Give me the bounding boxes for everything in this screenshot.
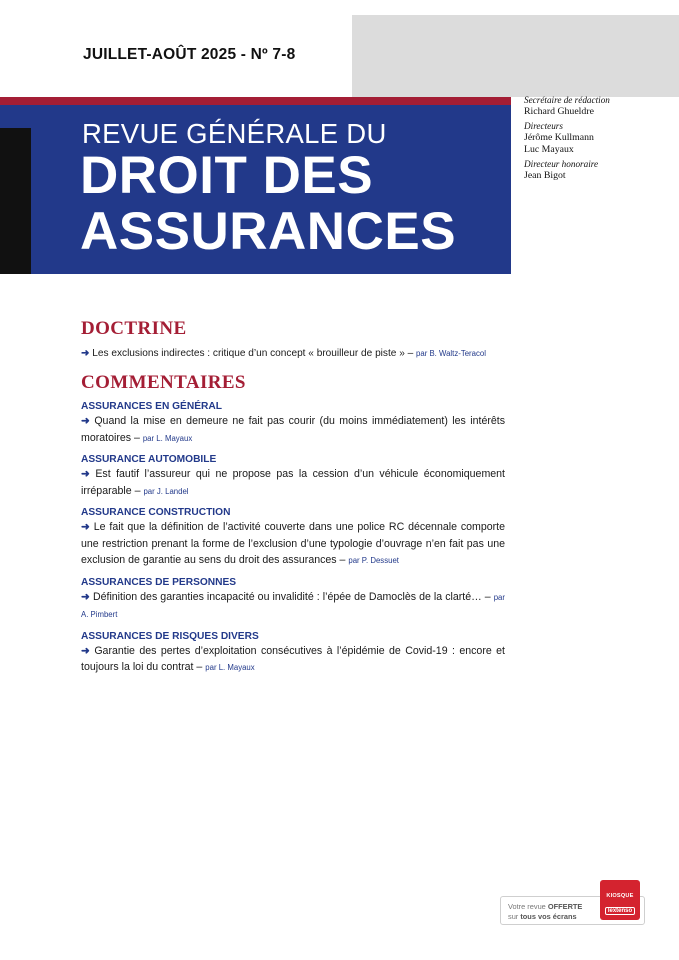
entry-text: Le fait que la définition de l’activité couverte dans une police RC décennale comporte une restriction prenant la forme de l’exclusion d’une typologie d’ouvrage n’en fait pas une exclusion de garantie au sens du droit des assurances – [81, 521, 505, 566]
entry-text: Définition des garanties incapacité ou invalidité : l’épée de Damoclès de la clarté… – [92, 590, 491, 603]
right-arrow-icon: ➜ [81, 644, 90, 657]
right-arrow-icon: ➜ [81, 521, 90, 533]
masthead [524, 95, 674, 182]
section-title: ASSURANCE AUTOMOBILE [81, 454, 217, 465]
journal-title-line2: DROIT DES [80, 146, 374, 205]
entry-text: Quand la mise en demeure ne fait pas courir (du moins immédiatement) les intérêts moratoires – [81, 415, 505, 444]
section-title: ASSURANCES DE RISQUES DIVERS [81, 630, 259, 642]
journal-title-line3: ASSURANCES [80, 202, 457, 261]
kiosk-promo-text: Votre revue OFFERTE sur tous vos écrans [508, 902, 583, 921]
author-byline: par L. Mayaux [205, 663, 255, 672]
commentary-entry[interactable] [81, 466, 505, 500]
journal-title-line1: REVUE GÉNÉRALE DU [82, 118, 387, 149]
honorary-role: Directeur honoraire [524, 159, 599, 169]
issue-number: JUILLET-AOÛT 2025 - Nº 7-8 [83, 46, 296, 63]
entry-text: Garantie des pertes d’exploitation consécutives à l’épidémie de Covid-19 : encore et toujours la loi du contrat – [81, 644, 505, 673]
right-arrow-icon: ➜ [81, 415, 90, 427]
author-byline: par A. Pimbert [81, 592, 505, 619]
author-byline: par J. Landel [143, 486, 189, 496]
section-title: ASSURANCES DE PERSONNES [81, 576, 237, 588]
doctrine-heading: DOCTRINE [81, 318, 187, 339]
director-name: Luc Mayaux [524, 144, 574, 155]
right-arrow-icon: ➜ [81, 590, 90, 603]
directors-role: Directeurs [524, 121, 563, 131]
entry-text: Les exclusions indirectes : critique d’un concept « brouilleur de piste » – [92, 348, 414, 359]
commentary-entry[interactable] [81, 413, 505, 447]
commentary-entry[interactable] [81, 589, 505, 624]
entry-text: Est fautif l’assureur qui ne propose pas la cession d’un véhicule économiquement irréparable – [81, 468, 506, 497]
secretary-name: Richard Ghueldre [524, 106, 594, 117]
commentary-entry[interactable] [81, 519, 505, 570]
section-title: ASSURANCES EN GÉNÉRAL [81, 401, 222, 412]
author-byline: par L. Mayaux [142, 433, 193, 443]
brand-tab [0, 128, 31, 377]
header-gray-block [352, 15, 679, 97]
kiosk-logo: KIOSQUE lextenso [600, 880, 640, 920]
kiosk-promo[interactable] [500, 880, 645, 926]
table-of-contents [81, 318, 505, 677]
honorary-name: Jean Bigot [524, 170, 566, 181]
right-arrow-icon: ➜ [81, 348, 90, 359]
section-title: ASSURANCE CONSTRUCTION [81, 507, 231, 518]
right-arrow-icon: ➜ [81, 468, 90, 480]
secretary-role: Secrétaire de rédaction [524, 95, 610, 105]
commentary-entry[interactable] [81, 643, 505, 677]
author-byline: par P. Dessuet [348, 556, 399, 565]
doctrine-entry[interactable] [81, 346, 505, 362]
red-accent-bar [0, 97, 511, 105]
brand-logo: lextenso [0, 279, 29, 377]
author-byline: par B. Waltz-Teracol [416, 349, 486, 358]
commentaires-heading: COMMENTAIRES [81, 372, 246, 393]
director-name: Jérôme Kullmann [524, 132, 594, 143]
